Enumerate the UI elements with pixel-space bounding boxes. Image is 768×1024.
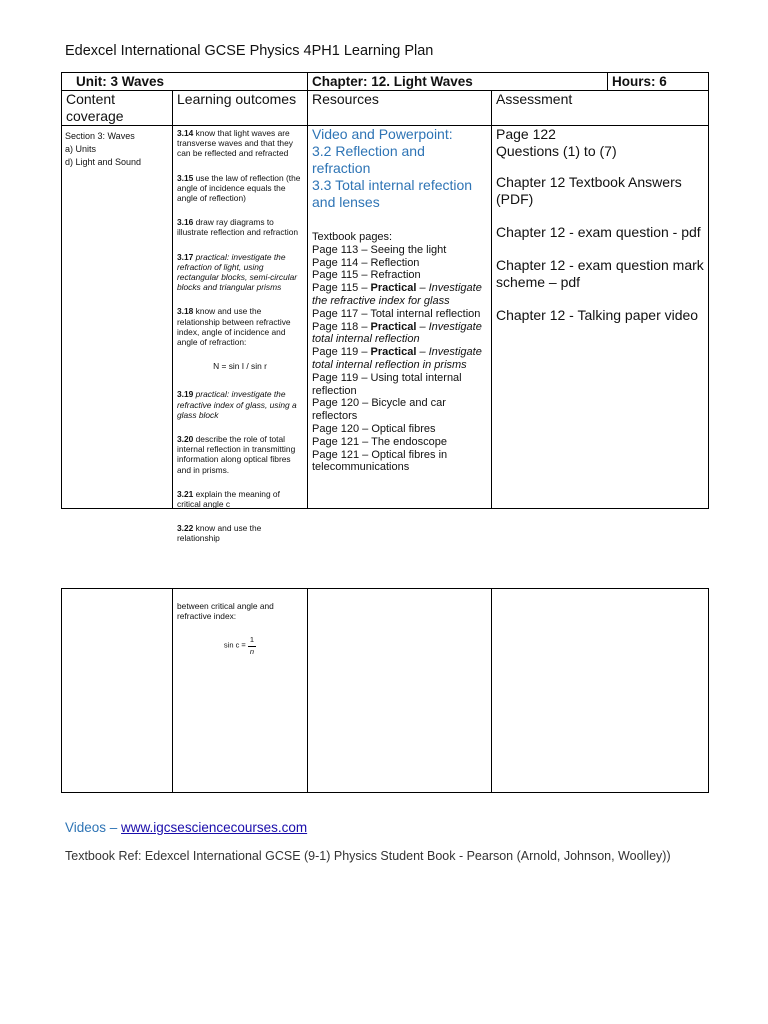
textbook-page-item: Page 120 – Bicycle and car reflectors [312, 397, 446, 423]
textbook-page-item: Page 117 – Total internal reflection [312, 307, 481, 320]
content-coverage-cell [62, 589, 173, 793]
outcome-3-14: 3.14 know that light waves are transverse waves and that they can be reflected and refracted [177, 128, 293, 159]
textbook-heading: Textbook pages: [312, 231, 393, 243]
document-title: Edexcel International GCSE Physics 4PH1 Learning Plan [65, 43, 434, 59]
textbook-page-item: Page 121 – The endoscope [312, 435, 447, 448]
learning-plan-table-continued [61, 588, 709, 793]
assessment-item: Questions (1) to (7) [496, 143, 617, 159]
textbook-page-item: Page 114 – Reflection [312, 256, 420, 269]
column-header-resources: Resources [308, 91, 492, 126]
content-item: d) Light and Sound [65, 157, 142, 167]
outcome-3-21: 3.21 explain the meaning of critical angle c [177, 488, 280, 510]
textbook-page-item: Page 121 – Optical fibres in telecommunications [312, 448, 448, 474]
textbook-page-item: Page 120 – Optical fibres [312, 422, 436, 435]
chapter-header: Chapter: 12. Light Waves [308, 73, 608, 91]
outcome-3-22: 3.22 know and use the relationship [177, 523, 262, 544]
textbook-page-item: Page 119 – Using total internal reflection [312, 371, 462, 397]
refractive-index-formula: N = sin I / sin r [213, 361, 267, 372]
outcome-3-19: 3.19 practical: investigate the refractive index of glass, using a glass block [177, 389, 297, 420]
assessment-cell [492, 589, 709, 793]
assessment-link-mark-scheme[interactable]: Chapter 12 - exam question mark scheme – pdf [496, 257, 704, 290]
videos-website-link[interactable]: www.igcsesciencecourses.com [121, 820, 308, 835]
assessment-link-textbook-answers[interactable]: Chapter 12 Textbook Answers (PDF) [496, 174, 682, 207]
textbook-page-item: Page 119 – Practical – Investigate total internal reflection in prisms [312, 346, 482, 371]
resources-cell [308, 126, 492, 509]
assessment-link-exam-question[interactable]: Chapter 12 - exam question - pdf [496, 224, 701, 240]
outcome-3-20: 3.20 describe the role of total internal reflection in transmitting information along optical fibres and in prisms. [177, 434, 296, 475]
resource-link-reflection-refraction[interactable]: 3.2 Reflection and refraction [312, 143, 425, 176]
column-header-assessment: Assessment [492, 91, 709, 126]
outcome-3-15: 3.15 use the law of reflection (the angle of incidence equals the angle of reflection) [177, 172, 301, 204]
assessment-cell [492, 126, 709, 509]
critical-angle-formula: sin c = $\frac{1}{n}$ [223, 635, 255, 656]
textbook-reference: Textbook Ref: Edexcel International GCSE (9-1) Physics Student Book - Pearson (Arnold, Johnson, Woolley)) [65, 849, 671, 863]
column-header-outcomes: Learning outcomes [173, 91, 308, 126]
outcome-3-17: 3.17 practical: investigate the refraction of light, using rectangular blocks, semi-circular blocks and triangular prisms [177, 251, 298, 293]
learning-plan-table [61, 72, 709, 544]
resources-cell [308, 589, 492, 793]
textbook-pages-list [312, 231, 487, 474]
textbook-page-item: Page 115 – Practical – Investigate the refractive index for glass [312, 282, 482, 307]
textbook-page-item: Page 118 – Practical – Investigate total internal reflection [312, 320, 482, 346]
content-coverage-cell [62, 126, 173, 509]
outcome-3-22-continued: between critical angle and refractive index: [177, 601, 274, 622]
learning-outcomes-cell [173, 126, 308, 544]
unit-header: Unit: 3 Waves [62, 73, 308, 91]
outcome-3-16: 3.16 draw ray diagrams to illustrate reflection and refraction [177, 217, 299, 238]
content-item: Section 3: Waves [65, 131, 135, 141]
outcome-3-18: 3.18 know and use the relationship between refractive index, angle of incidence and angle of refraction: [177, 306, 291, 348]
videos-label: Videos – [65, 820, 122, 835]
textbook-page-item: Page 115 – Refraction [312, 269, 421, 282]
learning-outcomes-cell [173, 589, 308, 793]
column-header-content: Content coverage [62, 91, 173, 126]
textbook-page-item: Page 113 – Seeing the light [312, 243, 447, 256]
resource-link-total-internal-reflection[interactable]: 3.3 Total internal refection and lenses [312, 177, 473, 210]
content-item: a) Units [65, 144, 97, 154]
videos-line [65, 820, 307, 835]
assessment-item: Page 122 [496, 126, 556, 142]
video-powerpoint-heading: Video and Powerpoint: [312, 126, 453, 142]
assessment-link-talking-paper[interactable]: Chapter 12 - Talking paper video [496, 307, 699, 323]
hours-header: Hours: 6 [608, 73, 709, 91]
